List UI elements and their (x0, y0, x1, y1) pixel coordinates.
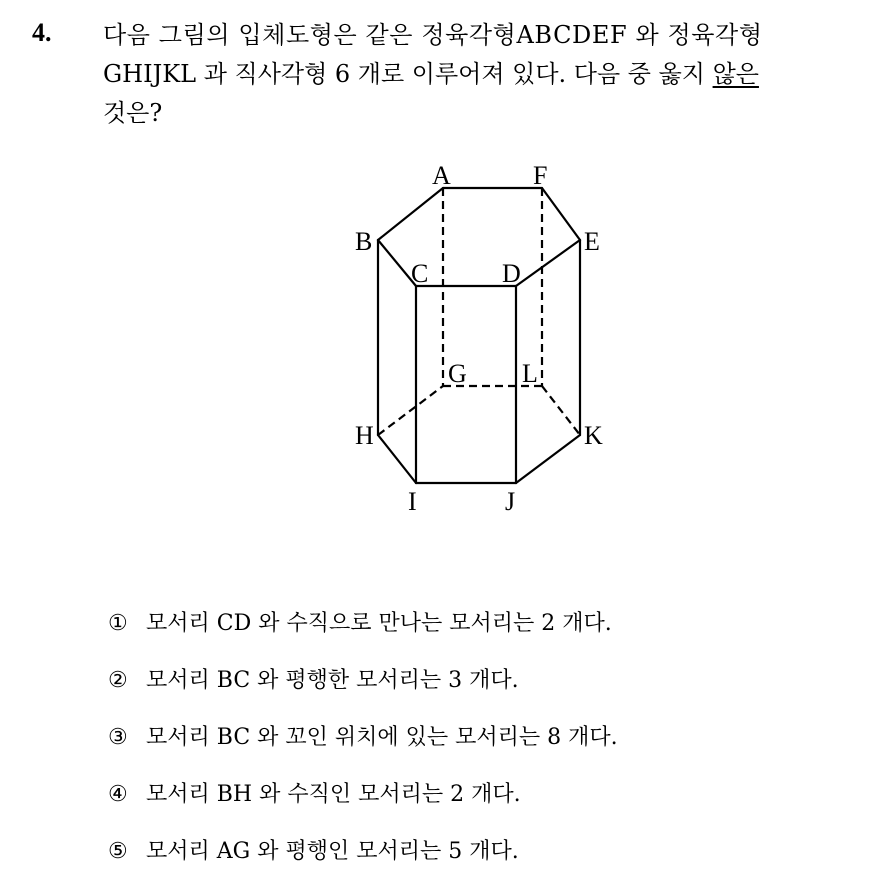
choice-2-number: ② (108, 668, 128, 693)
choice-5-text: 모서리 AG 와 평행인 모서리는 5 개다. (146, 839, 519, 864)
question-text (103, 16, 863, 133)
question-line-1: 다음 그림의 입체도형은 같은 정육각형ABCDEF 와 정육각형 (103, 21, 763, 49)
choice-4-number: ④ (108, 782, 128, 807)
vertex-label-K: K (584, 421, 603, 450)
edge-AB (378, 188, 443, 240)
hidden-edge-HG (378, 386, 443, 435)
vertex-label-A: A (432, 161, 451, 190)
vertex-label-B: B (355, 227, 373, 256)
answer-choices (108, 606, 618, 891)
vertex-label-I: I (408, 487, 417, 516)
hexagonal-prism-figure (340, 150, 640, 530)
choice-4-text: 모서리 BH 와 수직인 모서리는 2 개다. (146, 782, 521, 807)
edge-HI (378, 435, 416, 483)
question-line-3: 것은? (103, 99, 163, 127)
choice-5-number: ⑤ (108, 839, 128, 864)
edge-EF (542, 188, 580, 240)
choice-1-number: ① (108, 611, 128, 636)
problem-number: 4. (32, 18, 52, 47)
vertex-label-J: J (505, 487, 516, 516)
question-line-2-text: GHIJKL 과 직사각형 6 개로 이루어져 있다. 다음 중 옳지 (103, 60, 713, 88)
choice-4[interactable] (108, 777, 618, 834)
edge-JK (516, 435, 580, 483)
underlined-keyword: 않은 (712, 60, 759, 88)
choice-1-text: 모서리 CD 와 수직으로 만나는 모서리는 2 개다. (146, 611, 612, 636)
hexagonal-prism-svg (340, 150, 640, 530)
vertex-label-L: L (522, 359, 538, 388)
choice-2[interactable] (108, 663, 618, 720)
choice-5[interactable] (108, 834, 618, 891)
choice-2-text: 모서리 BC 와 평행한 모서리는 3 개다. (146, 668, 519, 693)
question-line-2 (103, 55, 863, 94)
vertex-label-E: E (584, 227, 600, 256)
vertex-label-C: C (411, 259, 429, 288)
hidden-edge-LK (542, 386, 580, 435)
choice-1[interactable] (108, 606, 618, 663)
choice-3-number: ③ (108, 725, 128, 750)
vertex-label-F: F (533, 161, 548, 190)
vertex-label-D: D (502, 259, 521, 288)
vertex-label-G: G (448, 359, 467, 388)
choice-3-text: 모서리 BC 와 꼬인 위치에 있는 모서리는 8 개다. (146, 725, 618, 750)
edge-DE (516, 240, 580, 286)
vertex-label-H: H (355, 421, 374, 450)
choice-3[interactable] (108, 720, 618, 777)
